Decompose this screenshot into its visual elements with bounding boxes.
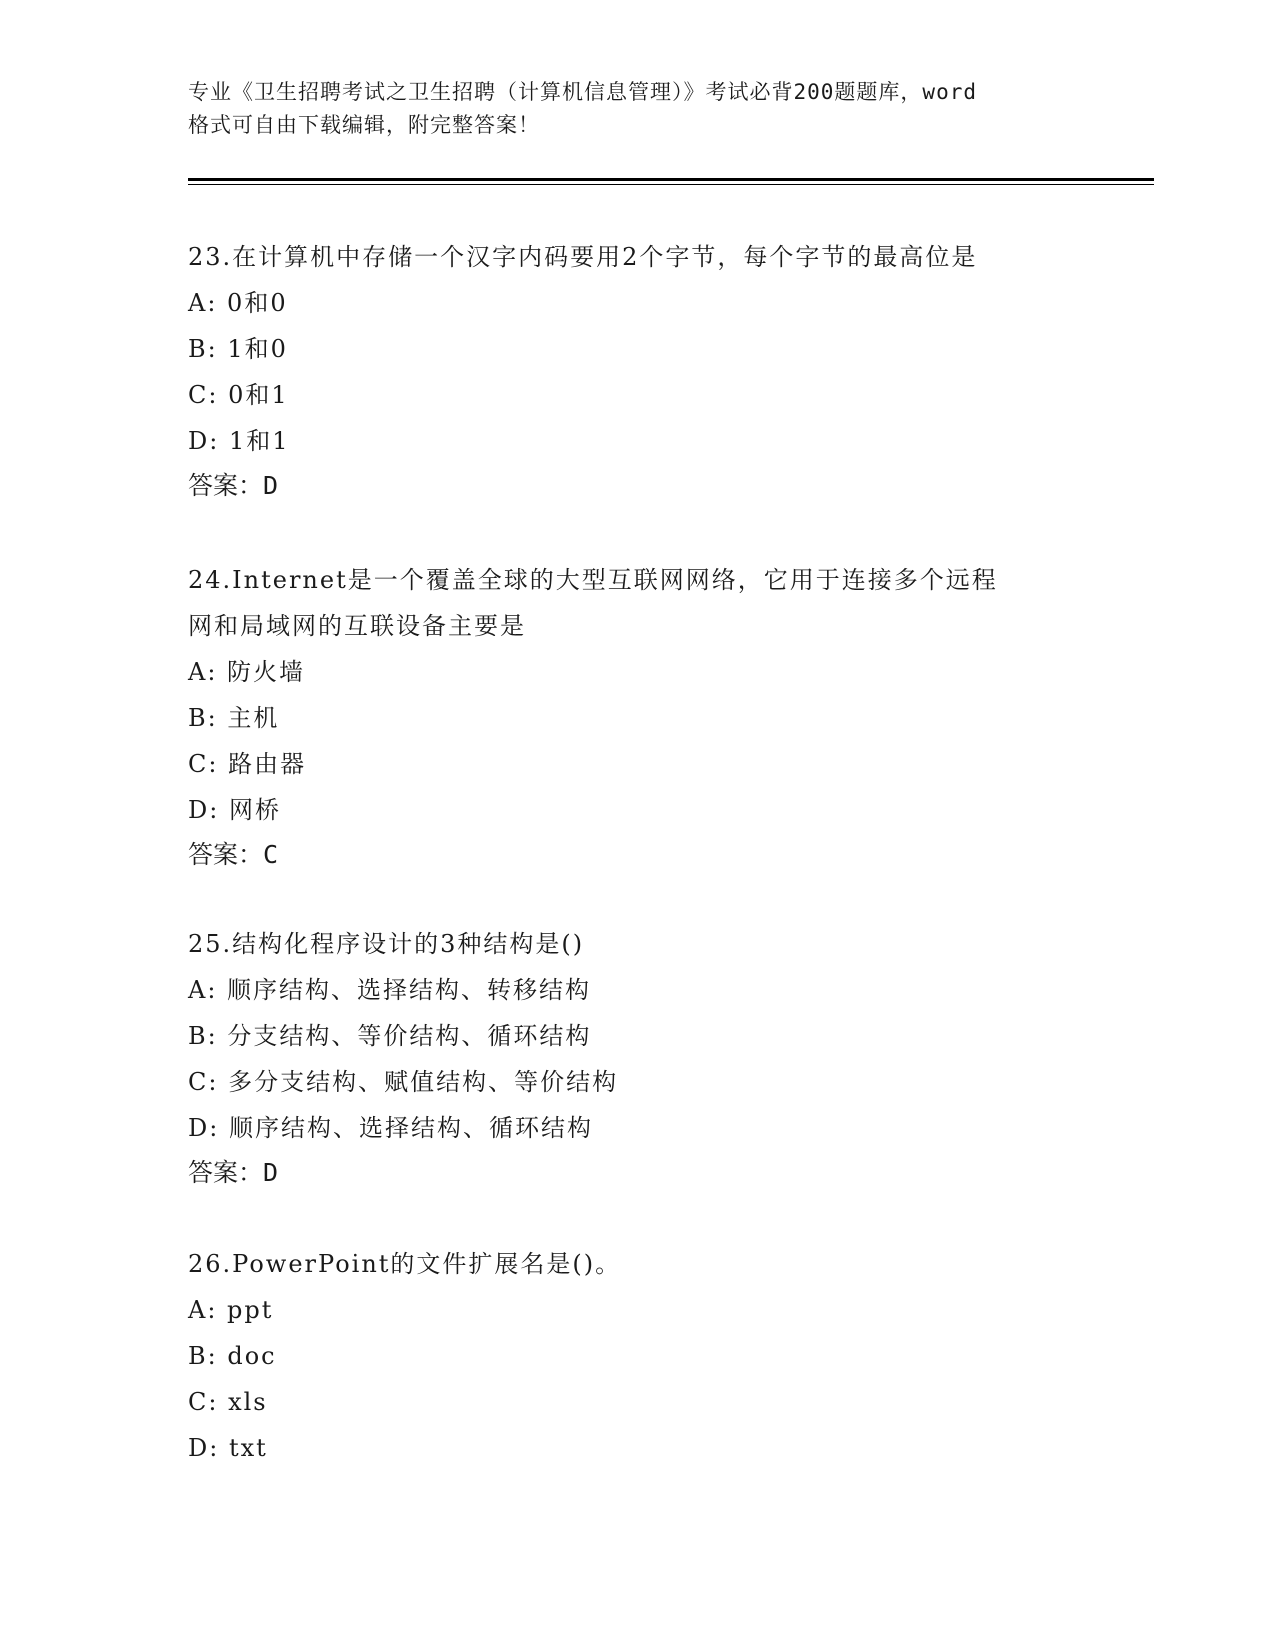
header-divider-thick [188, 178, 1154, 181]
option-c: C: 路由器 [188, 750, 307, 778]
option-d: D: 网桥 [188, 796, 281, 824]
answer-text: 答案：D [188, 1158, 279, 1187]
option-c: C: xls [188, 1388, 268, 1416]
option-d: D: 顺序结构、选择结构、循环结构 [188, 1114, 593, 1142]
answer-text: 答案：D [188, 471, 279, 500]
answer-text: 答案：C [188, 840, 279, 869]
option-d: D: txt [188, 1434, 268, 1462]
option-a: A: 防火墙 [188, 658, 306, 686]
question-25 [188, 921, 1088, 1195]
header-divider-thin [188, 184, 1154, 185]
option-b: B: doc [188, 1342, 277, 1370]
question-stem: 23.在计算机中存储一个汉字内码要用2个字节，每个字节的最高位是 [188, 243, 978, 271]
question-stem-line-1: 24.Internet是一个覆盖全球的大型互联网网络，它用于连接多个远程 [188, 566, 998, 594]
option-a: A: ppt [188, 1296, 274, 1324]
question-26 [188, 1241, 1088, 1471]
question-stem: 26.PowerPoint的文件扩展名是()。 [188, 1250, 622, 1278]
option-c: C: 多分支结构、赋值结构、等价结构 [188, 1068, 619, 1096]
question-stem: 25.结构化程序设计的3种结构是() [188, 930, 585, 958]
option-c: C: 0和1 [188, 381, 289, 409]
option-d: D: 1和1 [188, 427, 290, 455]
option-a: A: 0和0 [188, 289, 288, 317]
header-line-2: 格式可自由下载编辑，附完整答案！ [188, 113, 540, 137]
question-stem-line-2: 网和局域网的互联设备主要是 [188, 612, 526, 640]
option-b: B: 1和0 [188, 335, 288, 363]
document-header [188, 76, 1088, 142]
option-b: B: 主机 [188, 704, 280, 732]
header-line-1: 专业《卫生招聘考试之卫生招聘（计算机信息管理）》考试必背200题题库，word [188, 80, 977, 104]
question-24 [188, 557, 1088, 877]
option-b: B: 分支结构、等价结构、循环结构 [188, 1022, 592, 1050]
option-a: A: 顺序结构、选择结构、转移结构 [188, 976, 592, 1004]
question-23 [188, 234, 1088, 508]
